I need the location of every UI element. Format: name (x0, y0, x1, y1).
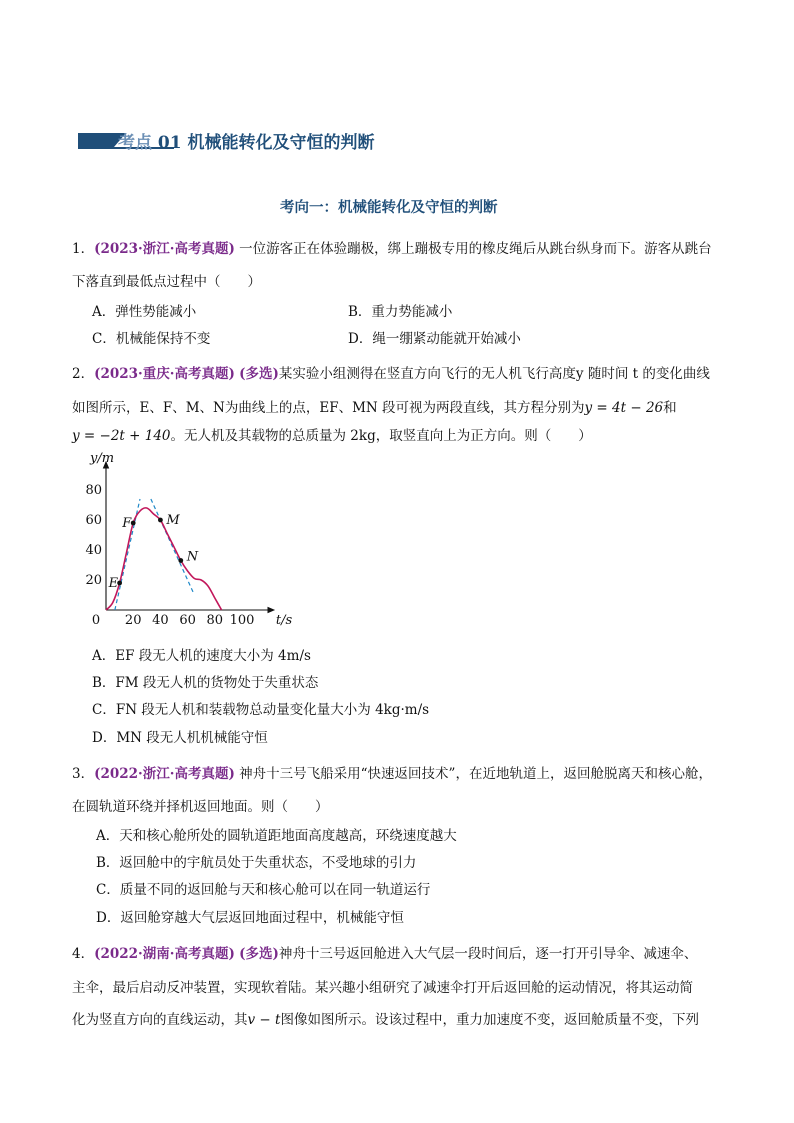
q3-line2: 在圆轨道环绕并择机返回地面。则（ ） (72, 799, 329, 815)
q2-text2: 如图所示，E、F、M、N为曲线上的点，EF、MN 段可视为两段直线，其方程分别为 (72, 400, 585, 416)
point-label-n: N (186, 549, 199, 565)
q2-multi-tag: (多选) (239, 366, 279, 382)
x-tick-label: 80 (206, 613, 224, 628)
q3-line1 (72, 762, 712, 782)
x-tick-label: 40 (152, 613, 169, 628)
y-tick-label: 40 (85, 543, 102, 558)
q3-option-b: B．返回舱中的宇航员处于失重状态，不受地球的引力 (96, 855, 417, 871)
q2-option-c: C．FN 段无人机和装载物总动量变化量大小为 4kg·m/s (92, 702, 430, 718)
q2-option-d: D．MN 段无人机机械能守恒 (92, 730, 268, 746)
q2-line2 (72, 396, 677, 416)
y-tick-label: 60 (85, 513, 102, 528)
height-time-chart (70, 451, 293, 632)
q2-number: 2． (72, 366, 95, 382)
q3-text: 神舟十三号飞船采用“快速返回技术”，在近地轨道上，返回舱脱离天和核心舱， (239, 766, 712, 782)
section-heading (118, 128, 375, 153)
x-tick-label: 0 (91, 613, 101, 628)
point-label-m: M (166, 513, 180, 528)
x-tick-label: 100 (229, 613, 255, 628)
q4-line2: 主伞，最后启动反冲装置，实现软着陆。某兴趣小组研究了减速伞打开后返回舱的运动情况，将其运动简 (72, 980, 693, 996)
y-tick-label: 80 (85, 483, 102, 498)
q3-option-d: D．返回舱穿越大气层返回地面过程中，机械能守恒 (96, 910, 404, 926)
q1-source: (2023·浙江·高考真题) (94, 241, 235, 257)
q2-option-b: B．FM 段无人机的货物处于失重状态 (92, 675, 319, 691)
q2-and: 和 (663, 400, 677, 416)
q1-line2: 下落直到最低点过程中（ ） (72, 274, 261, 290)
q2-line3 (72, 424, 592, 444)
point-m (158, 518, 163, 523)
section-prefix: 考点 (118, 133, 152, 153)
q4-line3 (72, 1008, 699, 1028)
q4-multi-tag: (多选) (239, 946, 279, 962)
q2-source: (2023·重庆·高考真题) (94, 366, 235, 382)
q3-option-a: A．天和核心舱所处的圆轨道距地面高度越高，环绕速度越大 (96, 828, 457, 844)
y-axis-label: y/m (89, 451, 115, 466)
x-tick-label: 60 (179, 613, 196, 628)
section-number: 01 (157, 133, 182, 153)
q1-option-c: C．机械能保持不变 (92, 331, 211, 347)
q4-text3a: 化为竖直方向的直线运动，其 (72, 1012, 248, 1028)
point-f (131, 521, 136, 526)
q4-vt-symbol: v − t (247, 1012, 281, 1028)
q2-equation-mn: y = −2t + 140 (72, 428, 171, 444)
section-title: 机械能转化及守恒的判断 (187, 133, 375, 153)
q1-option-d: D．绳一绷紧动能就开始减小 (348, 331, 521, 347)
q4-text: 神舟十三号返回舱进入大气层一段时间后，逐一打开引导伞、减速伞、 (278, 946, 698, 962)
q4-source: (2022·湖南·高考真题) (94, 946, 235, 962)
q2-text3: 。无人机及其载物的总质量为 2kg，取竖直向上为正方向。则（ ） (170, 428, 592, 444)
x-axis-label: t/s (275, 613, 293, 628)
y-tick-label: 20 (85, 573, 102, 588)
x-tick-label: 20 (124, 613, 142, 628)
q4-number: 4． (72, 946, 95, 962)
q2-equation-ef: y = 4t − 26 (584, 400, 664, 416)
q4-line1 (72, 942, 697, 962)
q1-number: 1． (72, 241, 95, 257)
section-bar-decoration (78, 133, 114, 147)
q1-line1 (72, 237, 712, 257)
q3-option-c: C．质量不同的返回舱与天和核心舱可以在同一轨道运行 (96, 882, 431, 898)
q1-option-a: A．弹性势能减小 (92, 304, 197, 320)
q3-number: 3． (72, 766, 95, 782)
subsection-title: 考向一：机械能转化及守恒的判断 (280, 199, 498, 216)
point-n (178, 558, 183, 563)
point-label-f: F (122, 516, 132, 531)
q1-text: 一位游客正在体验蹦极，绑上蹦极专用的橡皮绳后从跳台纵身而下。游客从跳台 (239, 241, 712, 257)
q4-text3b: 图像如图所示。设该过程中，重力加速度不变，返回舱质量不变，下列 (280, 1012, 699, 1028)
q2-option-a: A．EF 段无人机的速度大小为 4m/s (92, 648, 311, 664)
q2-line1 (72, 362, 710, 382)
q3-source: (2022·浙江·高考真题) (94, 766, 235, 782)
point-label-e: E (108, 576, 119, 591)
q2-text: 某实验小组测得在竖直方向飞行的无人机飞行高度y 随时间 t 的变化曲线 (278, 366, 710, 382)
q1-option-b: B．重力势能减小 (348, 304, 453, 320)
